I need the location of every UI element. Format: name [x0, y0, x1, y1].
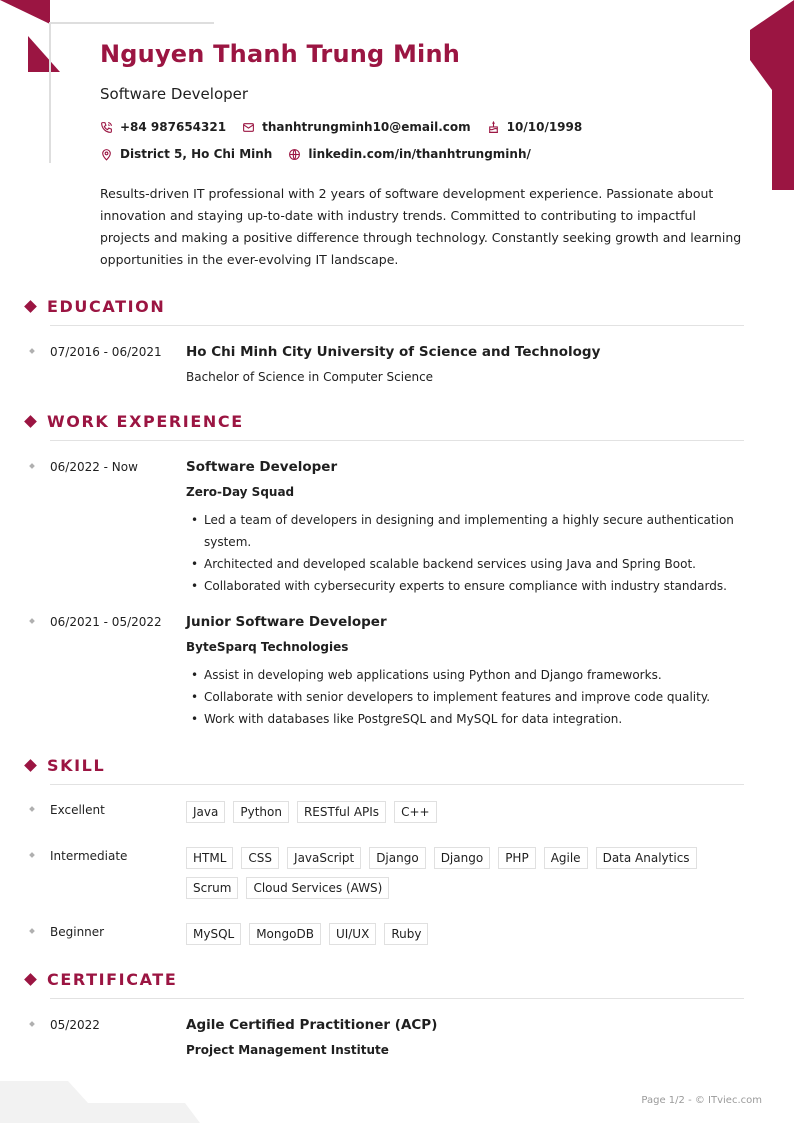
section-diamond-icon	[24, 759, 37, 772]
email-item	[242, 120, 471, 134]
section-divider	[50, 784, 744, 785]
skill-heading	[26, 756, 105, 775]
section-diamond-icon	[24, 973, 37, 986]
entry-dot-icon	[29, 806, 35, 812]
skill-tag: Java	[186, 801, 225, 823]
work-date: 06/2021 - 05/2022	[50, 615, 162, 629]
section-diamond-icon	[24, 300, 37, 313]
skill-tag: Django	[434, 847, 491, 869]
entry-dot-icon	[29, 618, 35, 624]
phone-text[interactable]: +84 987654321	[120, 120, 227, 134]
entry-dot-icon	[29, 348, 35, 354]
top-right-corner-decoration	[750, 0, 794, 190]
work-bullet-list	[186, 509, 746, 597]
work-bullet-list	[186, 664, 746, 730]
education-title: EDUCATION	[47, 297, 166, 316]
work-position: Software Developer	[186, 459, 338, 475]
work-heading	[26, 412, 244, 431]
skill-tag: Ruby	[384, 923, 428, 945]
skill-tag: PHP	[498, 847, 536, 869]
certificate-heading	[26, 970, 177, 989]
work-bullet: • Work with databases like PostgreSQL and MySQL for data integration.	[186, 708, 746, 730]
skill-tag: C++	[394, 801, 437, 823]
section-divider	[50, 325, 744, 326]
work-bullet: • Architected and developed scalable backend services using Java and Spring Boot.	[186, 553, 746, 575]
birthday-item	[487, 120, 583, 134]
work-company: Zero-Day Squad	[186, 485, 295, 499]
phone-icon	[100, 121, 113, 134]
skill-tag: Django	[369, 847, 426, 869]
certificate-issuer: Project Management Institute	[186, 1043, 389, 1057]
linkedin-item	[288, 147, 531, 161]
skill-tag: UI/UX	[329, 923, 376, 945]
entry-dot-icon	[29, 852, 35, 858]
skill-tag: RESTful APIs	[297, 801, 386, 823]
skill-level-label: Beginner	[50, 925, 105, 939]
skill-tag: Data Analytics	[596, 847, 697, 869]
skill-tag: Scrum	[186, 877, 238, 899]
work-position: Junior Software Developer	[186, 614, 387, 630]
skill-tag: MongoDB	[249, 923, 321, 945]
location-text: District 5, Ho Chi Minh	[120, 147, 273, 161]
page-footer: Page 1/2 - © ITviec.com	[641, 1095, 762, 1106]
education-degree: Bachelor of Science in Computer Science	[186, 370, 434, 384]
location-pin-icon	[100, 148, 113, 161]
skill-title: SKILL	[47, 756, 106, 775]
skill-level-label: Excellent	[50, 803, 105, 817]
work-bullet: • Collaborated with cybersecurity experts to ensure compliance with industry standards.	[186, 575, 746, 597]
bottom-left-decoration	[0, 1081, 210, 1123]
work-title: WORK EXPERIENCE	[47, 412, 244, 431]
cake-icon	[487, 121, 500, 134]
birthday-text: 10/10/1998	[506, 120, 583, 134]
skill-tag: Python	[233, 801, 289, 823]
entry-dot-icon	[29, 1021, 35, 1027]
linkedin-link[interactable]: linkedin.com/in/thanhtrungminh/	[308, 147, 531, 161]
location-item	[100, 147, 272, 161]
globe-icon	[288, 148, 301, 161]
work-bullet: • Assist in developing web applications using Python and Django frameworks.	[186, 664, 746, 686]
work-date: 06/2022 - Now	[50, 460, 138, 474]
contact-row-primary	[100, 120, 582, 134]
education-date: 07/2016 - 06/2021	[50, 345, 162, 359]
email-text[interactable]: thanhtrungminh10@email.com	[262, 120, 471, 134]
skill-tags-intermediate	[186, 847, 746, 899]
skill-tag: MySQL	[186, 923, 241, 945]
candidate-role: Software Developer	[100, 85, 249, 103]
skill-tag: HTML	[186, 847, 233, 869]
entry-dot-icon	[29, 463, 35, 469]
skill-tags-beginner	[186, 923, 746, 945]
skill-tag: CSS	[241, 847, 279, 869]
work-company: ByteSparq Technologies	[186, 640, 349, 654]
skill-tags-excellent	[186, 801, 746, 823]
mail-icon	[242, 121, 255, 134]
phone-item	[100, 120, 226, 134]
section-divider	[50, 440, 744, 441]
entry-dot-icon	[29, 928, 35, 934]
certificate-date: 05/2022	[50, 1018, 100, 1032]
skill-level-label: Intermediate	[50, 849, 128, 863]
skill-tag: Cloud Services (AWS)	[246, 877, 389, 899]
work-bullet: • Collaborate with senior developers to implement features and improve code quality.	[186, 686, 746, 708]
section-diamond-icon	[24, 415, 37, 428]
contact-row-secondary	[100, 147, 531, 161]
skill-tag: JavaScript	[287, 847, 361, 869]
section-divider	[50, 998, 744, 999]
certificate-title: CERTIFICATE	[47, 970, 178, 989]
certificate-name: Agile Certified Practitioner (ACP)	[186, 1017, 438, 1033]
education-heading	[26, 297, 165, 316]
education-school: Ho Chi Minh City University of Science and Technology	[186, 344, 601, 360]
skill-tag: Agile	[544, 847, 588, 869]
work-bullet: • Led a team of developers in designing and implementing a highly secure authentication system.	[186, 509, 746, 553]
candidate-name: Nguyen Thanh Trung Minh	[100, 40, 461, 68]
profile-summary: Results-driven IT professional with 2 years of software development experience. Passionate about innovation and staying up-to-date with industry trends. Committed to contributing to impactful projects and making a positive difference through technology. Constantly seeking growth and learning opportunities in the ever-evolving IT landscape.	[100, 186, 742, 267]
